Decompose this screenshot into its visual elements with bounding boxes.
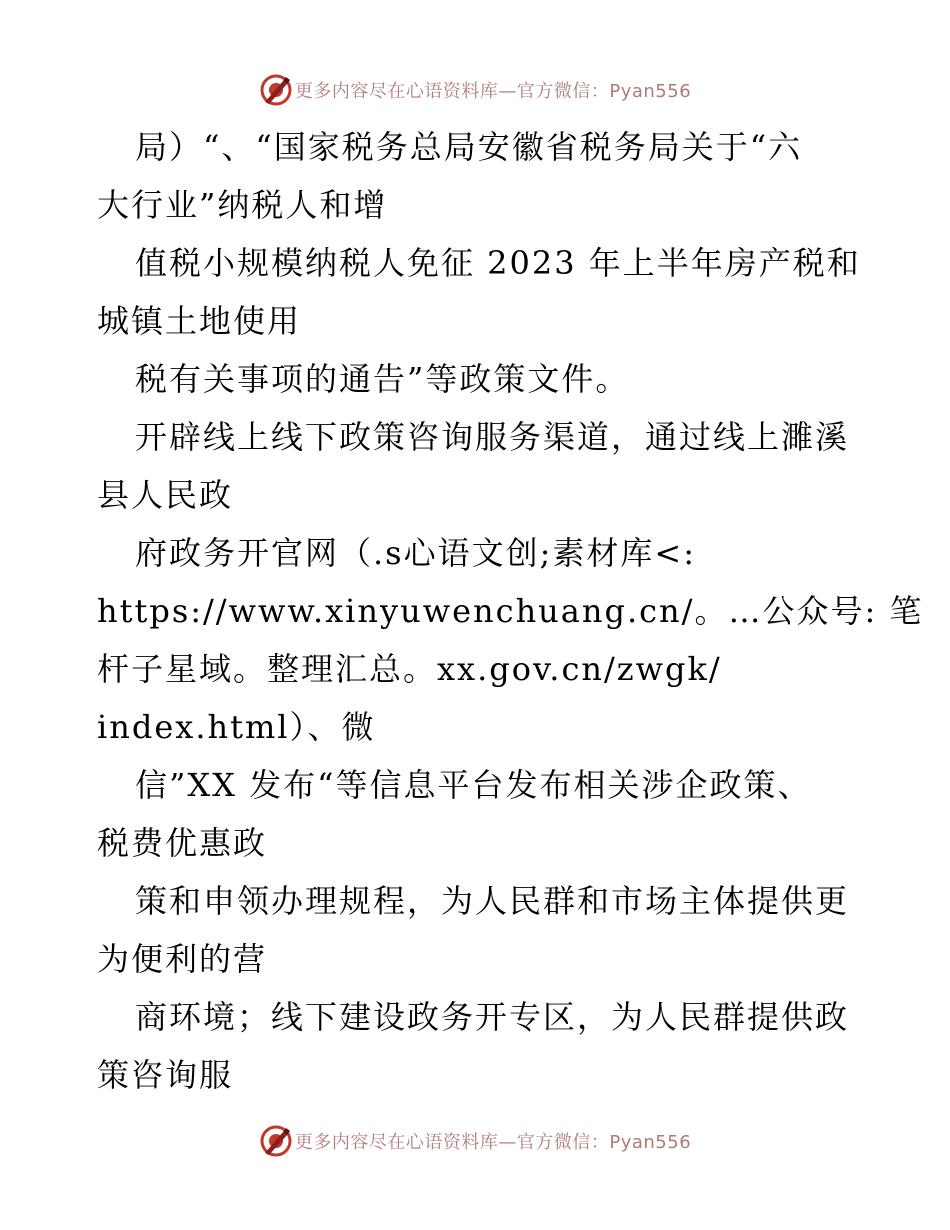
document-body (97, 118, 924, 1104)
text-line: 为便利的营 (97, 940, 268, 978)
watermark-banner-bottom (0, 1121, 950, 1161)
text-line: 策和申领办理规程，为人民群和市场主体提供更 (135, 882, 850, 920)
pen-logo-icon (259, 1124, 293, 1158)
text-line: 值税小规模纳税人免征 2023 年上半年房产税和 (135, 244, 861, 282)
text-line: 税有关事项的通告”等政策文件。 (135, 360, 630, 398)
text-line: 信”XX 发布“等信息平台发布相关涉企政策、 (135, 766, 812, 804)
text-line: 杆子星域。整理汇总。xx.gov.cn/zwgk/ (97, 650, 722, 688)
watermark-text: 更多内容尽在心语资料库—官方微信：Pyan556 (294, 1132, 692, 1153)
text-line: 县人民政 (97, 476, 234, 514)
watermark-banner-top (0, 70, 950, 110)
text-line: index.html）、微 (97, 708, 376, 746)
text-line: 商环境；线下建设政务开专区，为人民群提供政 (135, 998, 850, 1036)
text-line: https://www.xinyuwenchuang.cn/。…公众号: 笔 (97, 592, 924, 630)
watermark-text: 更多内容尽在心语资料库—官方微信：Pyan556 (294, 81, 692, 102)
text-line: 策咨询服 (97, 1056, 234, 1094)
text-line: 税费优惠政 (97, 824, 268, 862)
pen-logo-icon (259, 73, 293, 107)
text-line: 城镇土地使用 (97, 302, 302, 340)
text-line: 开辟线上线下政策咨询服务渠道，通过线上濉溪 (135, 418, 850, 456)
text-line: 大行业”纳税人和增 (97, 186, 388, 224)
text-line: 府政务开官网（.s心语文创;素材库<: (135, 534, 696, 572)
text-line: 局）“、“国家税务总局安徽省税务局关于“六 (135, 128, 803, 166)
